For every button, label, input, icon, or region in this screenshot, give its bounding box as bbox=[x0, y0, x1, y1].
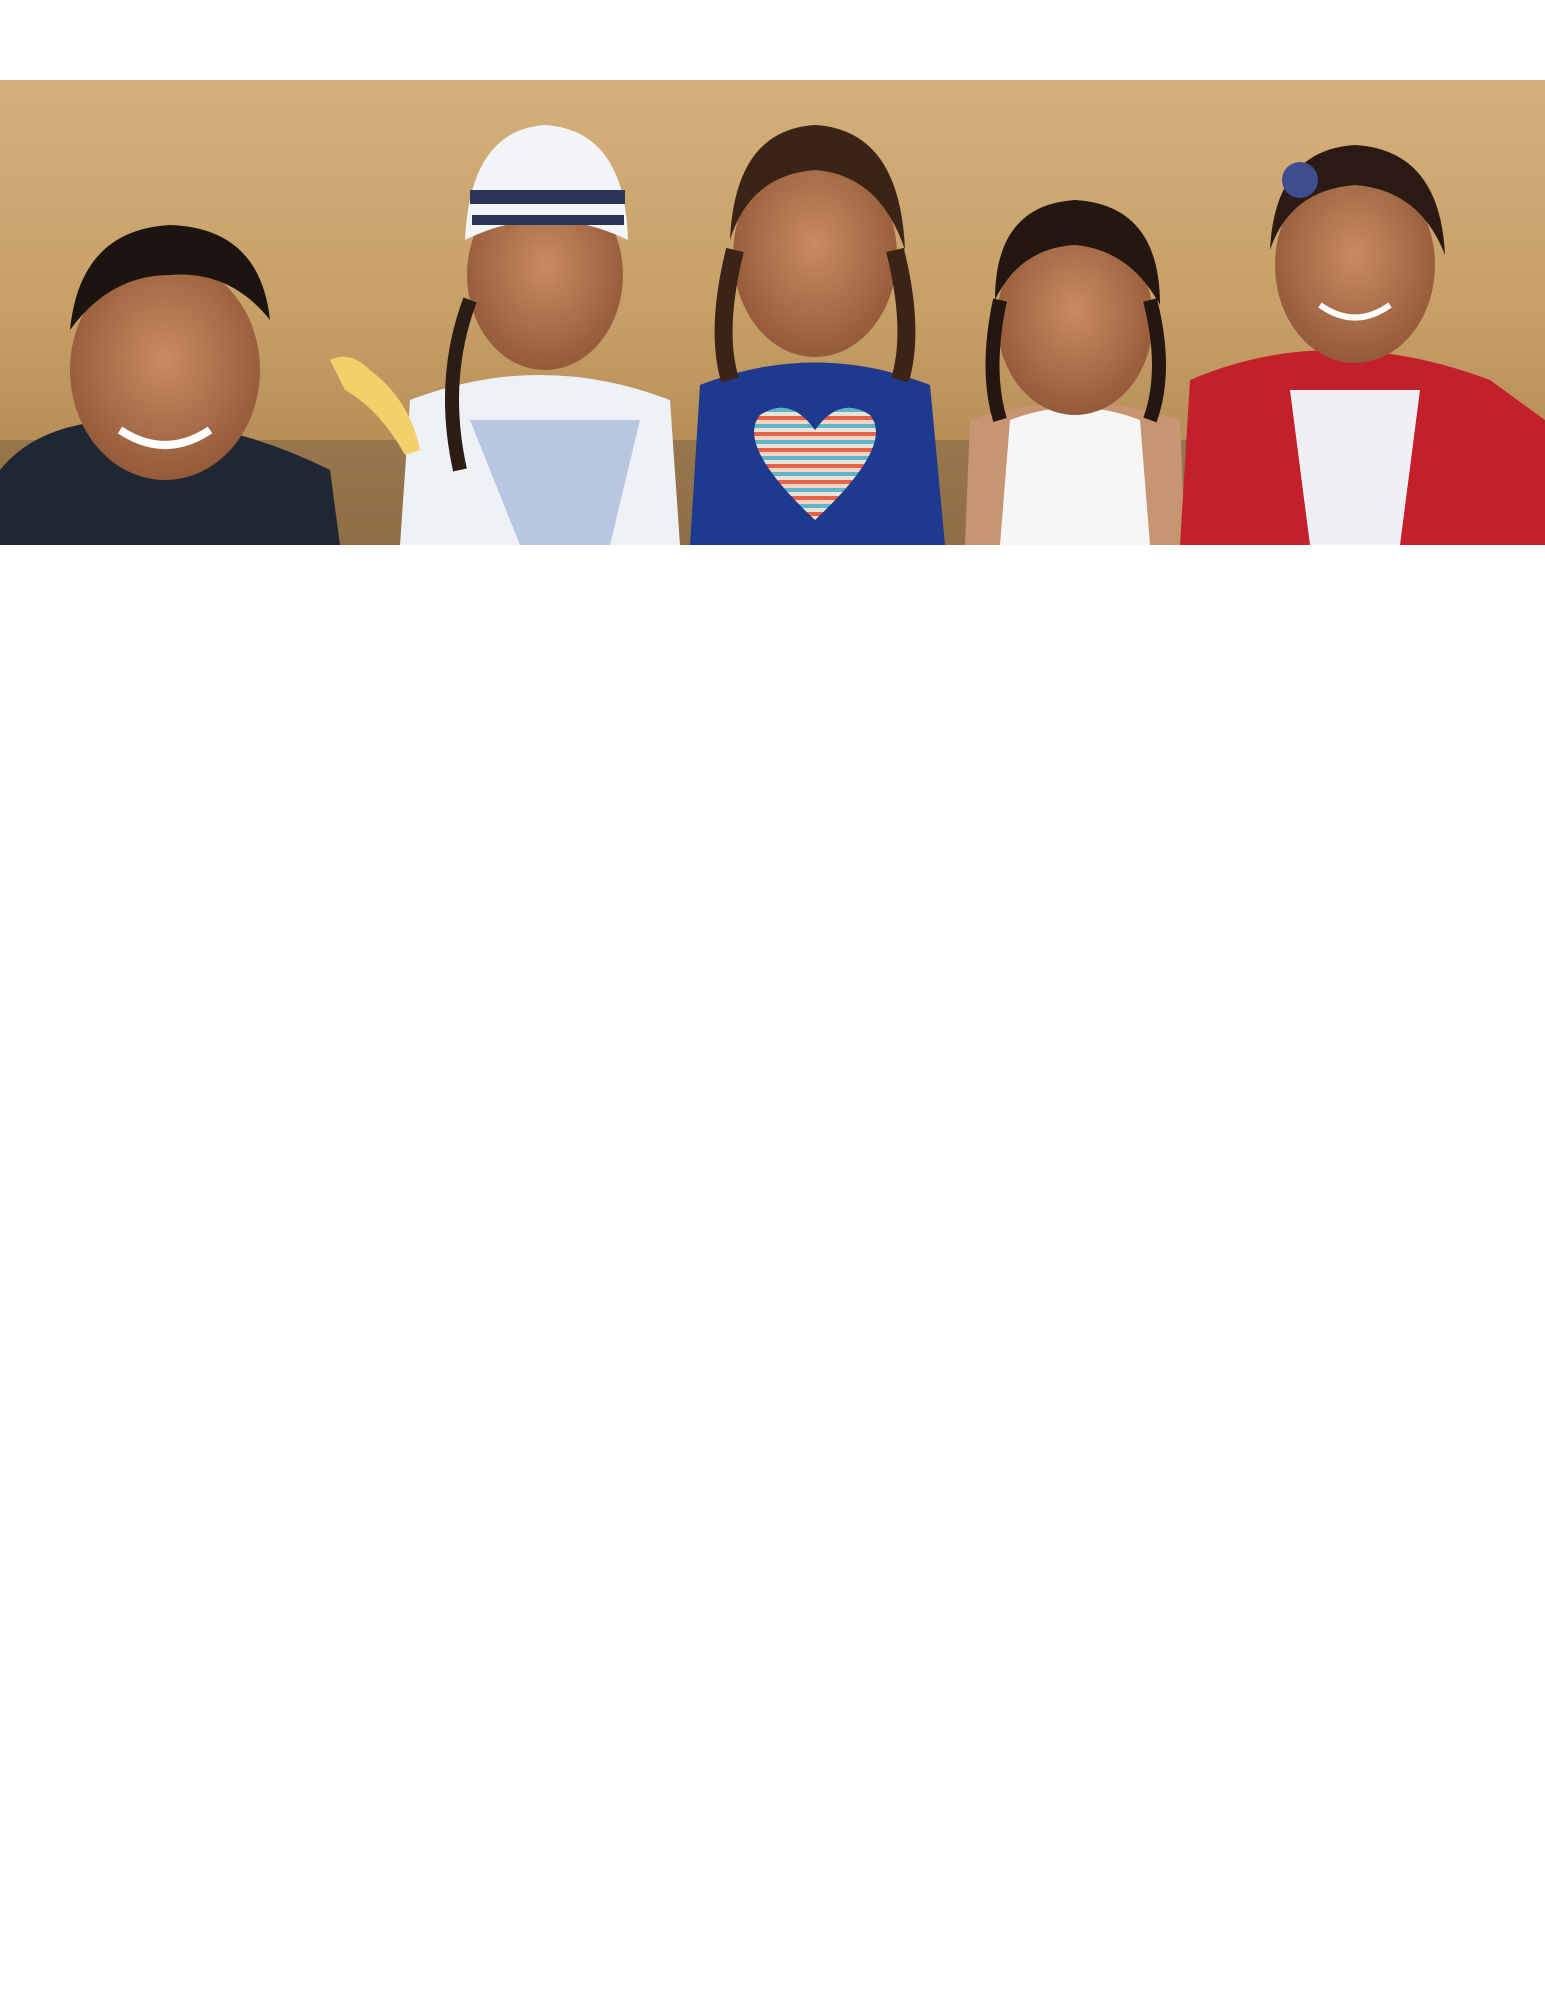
letter-body bbox=[78, 648, 1478, 693]
sunflower-garland-bottom bbox=[460, 1852, 1090, 2000]
five-children-photo bbox=[0, 0, 1545, 545]
sunflower-garland-icon bbox=[460, 1852, 1090, 2000]
hero-photo-banner bbox=[0, 0, 1545, 545]
